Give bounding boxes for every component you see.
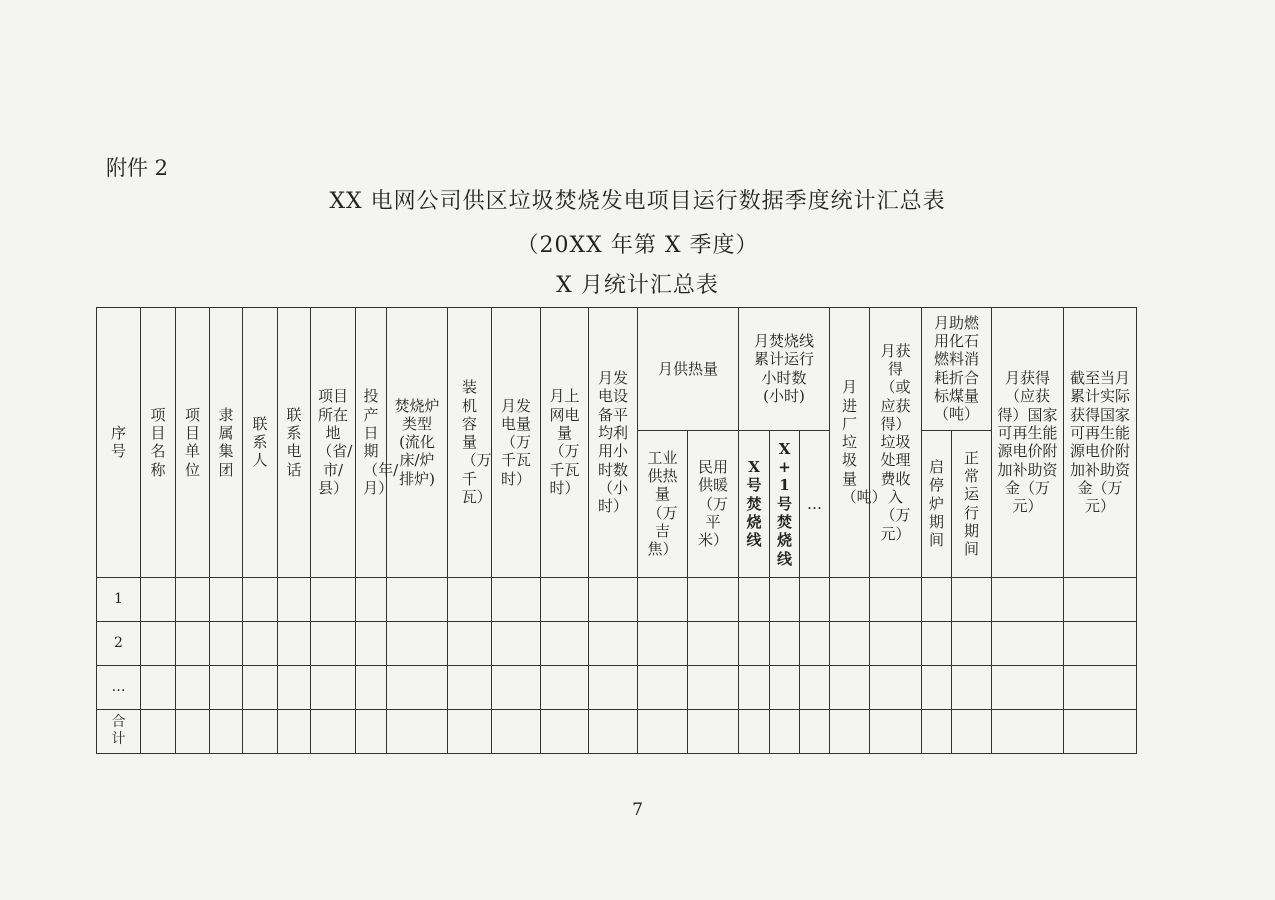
header-heat-industrial: 工业供热量（万吉焦） [638,431,688,578]
table-row [97,578,1137,622]
statistics-table [96,307,1137,754]
table-row [97,666,1137,710]
header-row-top [97,308,1137,431]
header-fossil-normal: 正常运行期间 [952,431,992,578]
header-line-x: X号焚烧线 [739,431,770,578]
header-capacity: 装机容量（万千瓦） [448,308,492,578]
header-monthly-grid: 月上网电量（万千瓦时） [541,308,589,578]
header-seq: 序号 [97,308,141,578]
header-heat-residential: 民用供暖（万平米） [688,431,739,578]
header-project-unit: 项目单位 [176,308,210,578]
header-subsidy-month: 月获得（应获得）国家可再生能源电价附加补助资金（万元） [992,308,1064,578]
attachment-label: 附件 2 [106,156,169,180]
header-location: 项目所在地（省/市/县） [311,308,356,578]
header-group: 隶属集团 [210,308,243,578]
header-fossil-startstop: 启停炉期间 [922,431,952,578]
table-row [97,622,1137,666]
header-furnace-type: 焚烧炉类型(流化床/炉排炉) [387,308,448,578]
header-commission-date: 投产日期（年/月） [356,308,387,578]
page-number: 7 [632,800,643,820]
header-waste-in: 月进厂垃圾量（吨） [830,308,870,578]
header-line-hours: 月焚烧线累计运行小时数(小时) [739,308,830,431]
row-seq-total: 合计 [97,710,141,754]
header-fossil-fuel: 月助燃用化石燃料消耗折合标煤量（吨） [922,308,992,431]
document-title: XX 电网公司供区垃圾焚烧发电项目运行数据季度统计汇总表 [329,189,946,214]
row-seq: … [97,666,141,710]
header-contact: 联系人 [243,308,278,578]
header-heat-supply: 月供热量 [638,308,739,431]
row-seq: 2 [97,622,141,666]
row-seq: 1 [97,578,141,622]
header-waste-fee: 月获得（或应获得）垃圾处理费收入（万元） [870,308,922,578]
header-phone: 联系电话 [278,308,311,578]
header-monthly-generation: 月发电量（万千瓦时） [492,308,541,578]
header-line-more: … [800,431,830,578]
document-subtitle: （20XX 年第 X 季度） [516,233,759,258]
header-project-name: 项目名称 [141,308,176,578]
header-line-x1: X+1号焚烧线 [770,431,800,578]
header-utilization-hours: 月发电设备平均利用小时数（小时） [589,308,638,578]
table-row-total [97,710,1137,754]
month-table-title: X 月统计汇总表 [556,273,719,298]
header-subsidy-cumulative: 截至当月累计实际获得国家可再生能源电价附加补助资金（万元） [1064,308,1137,578]
